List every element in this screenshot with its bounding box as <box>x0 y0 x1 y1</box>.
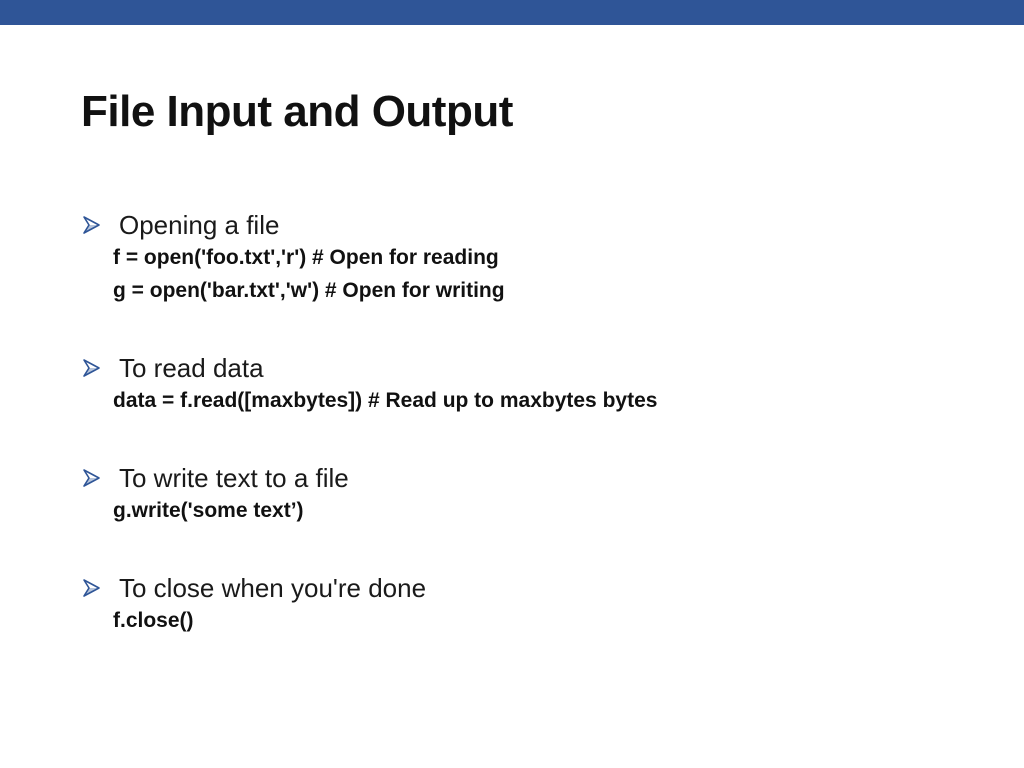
bullet-to-write-text <box>80 462 980 527</box>
bullet-to-close <box>80 572 980 637</box>
bullet-label: To close when you're done <box>119 573 427 603</box>
code-line: data = f.read([maxbytes]) # Read up to maxbytes bytes <box>113 389 658 412</box>
arrow-bullet-icon <box>80 577 102 599</box>
code-line: g = open('bar.txt','w') # Open for writing <box>113 279 505 302</box>
bullet-to-read-data <box>80 352 980 417</box>
code-line: g.write('some text’) <box>113 499 304 522</box>
code-line: f = open('foo.txt','r') # Open for reading <box>113 246 499 269</box>
slide-title: File Input and Output <box>81 87 513 136</box>
code-line: f.close() <box>113 609 194 632</box>
bullet-opening-a-file <box>80 209 980 307</box>
top-accent-bar <box>0 0 1024 25</box>
bullet-label: To read data <box>119 353 264 383</box>
bullet-label: Opening a file <box>119 210 280 240</box>
bullet-label: To write text to a file <box>119 463 349 493</box>
arrow-bullet-icon <box>80 357 102 379</box>
arrow-bullet-icon <box>80 214 102 236</box>
arrow-bullet-icon <box>80 467 102 489</box>
